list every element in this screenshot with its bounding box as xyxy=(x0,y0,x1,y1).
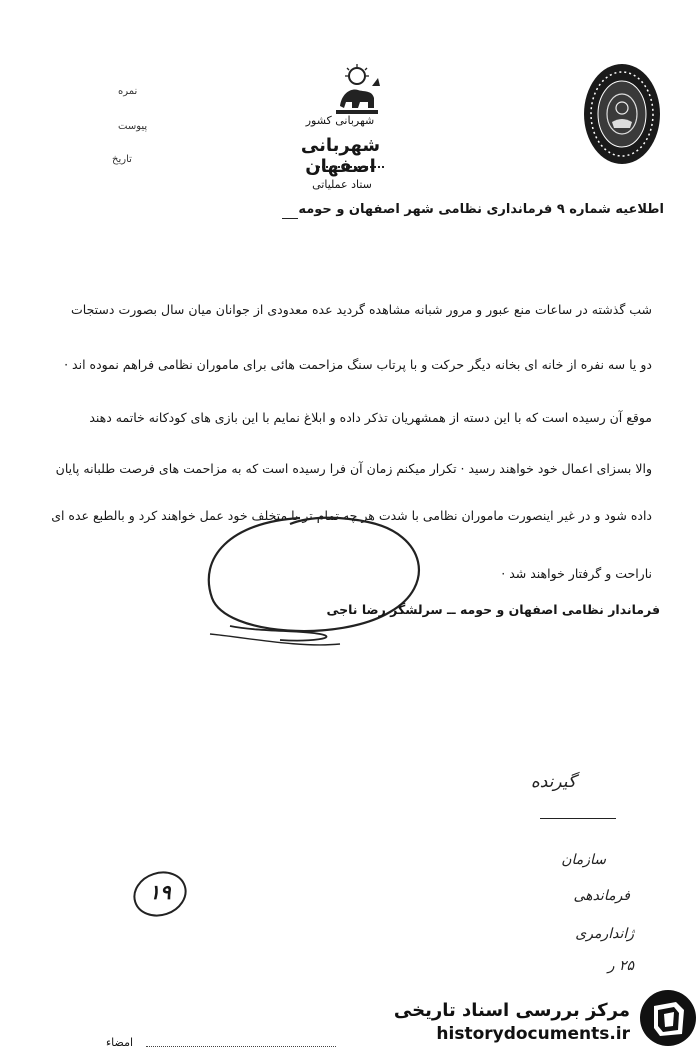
notice-underline xyxy=(282,218,298,219)
handwritten-note-underline xyxy=(540,818,616,819)
body-line-4: والا بسزای اعمال خود خواهند رسید · تکرار میکنم زمان آن فرا رسیده است که به مزاحمت های فرصت طلبانه پایان xyxy=(55,461,652,476)
circled-page-number xyxy=(130,868,190,920)
margin-date-label: تاریخ xyxy=(112,154,132,165)
handwritten-note-2: سازمان xyxy=(561,852,606,868)
watermark-url: historydocuments.ir xyxy=(436,1024,630,1044)
watermark xyxy=(393,988,700,1050)
body-line-1: شب گذشته در ساعات منع عبور و مرور شبانه مشاهده گردید عده معدودی از جوانان میان سال بصورت دستجات xyxy=(71,302,652,317)
body-line-3: موقع آن رسیده است که با این دسته از همشهریان تذکر داده و ابلاغ نمایم با این بازی های کودکانه خاتمه دهند xyxy=(89,410,652,425)
org-name-country-police: شهربانی کشور xyxy=(305,114,375,127)
body-line-5: داده شود و در غیر اینصورت ماموران نظامی با شدت هر چه تمام تر با متخلف خود عمل خواهند کرد و بالطبع عده ای xyxy=(51,508,652,523)
page-number-value: ۱۹ xyxy=(149,880,171,904)
handwritten-note-recipient: گیرنده xyxy=(530,772,576,792)
org-name-isfahan-police: شهربانی اصفهان xyxy=(300,135,381,177)
body-line-6: ناراحت و گرفتار خواهند شد · xyxy=(501,566,652,581)
handwritten-note-3: فرماندهی xyxy=(573,888,630,904)
watermark-title: مرکز بررسی اسناد تاریخی xyxy=(393,1000,630,1021)
watermark-logo-icon xyxy=(638,988,698,1048)
handwritten-signature-icon xyxy=(190,508,450,656)
signature-field-label: امضاء xyxy=(106,1036,134,1049)
margin-number-label: نمره xyxy=(118,86,138,97)
margin-enclosure-label: پیوست xyxy=(118,121,148,132)
header-divider xyxy=(318,166,384,168)
body-line-2: دو یا سه نفره از خانه ای بخانه دیگر حرکت و با پرتاب سنگ مزاحمت هائی برای ماموران نظامی فراهم نموده اند · xyxy=(64,357,652,372)
lion-sun-emblem-icon xyxy=(328,62,386,118)
signature-field-dots xyxy=(146,1046,336,1047)
handwritten-note-4: ژاندارمری xyxy=(575,926,634,942)
org-name-operations-hq: ستاد عملیاتی xyxy=(312,178,372,191)
notice-title: اطلاعیه شماره ۹ فرمانداری نظامی شهر اصفهان و حومه xyxy=(298,202,664,217)
commander-signature-line: فرماندار نظامی اصفهان و حومه ــ سرلشگر رضا ناجی xyxy=(326,602,660,617)
official-seal-icon xyxy=(582,62,662,166)
handwritten-note-5: ۲۵ ر xyxy=(607,958,634,974)
